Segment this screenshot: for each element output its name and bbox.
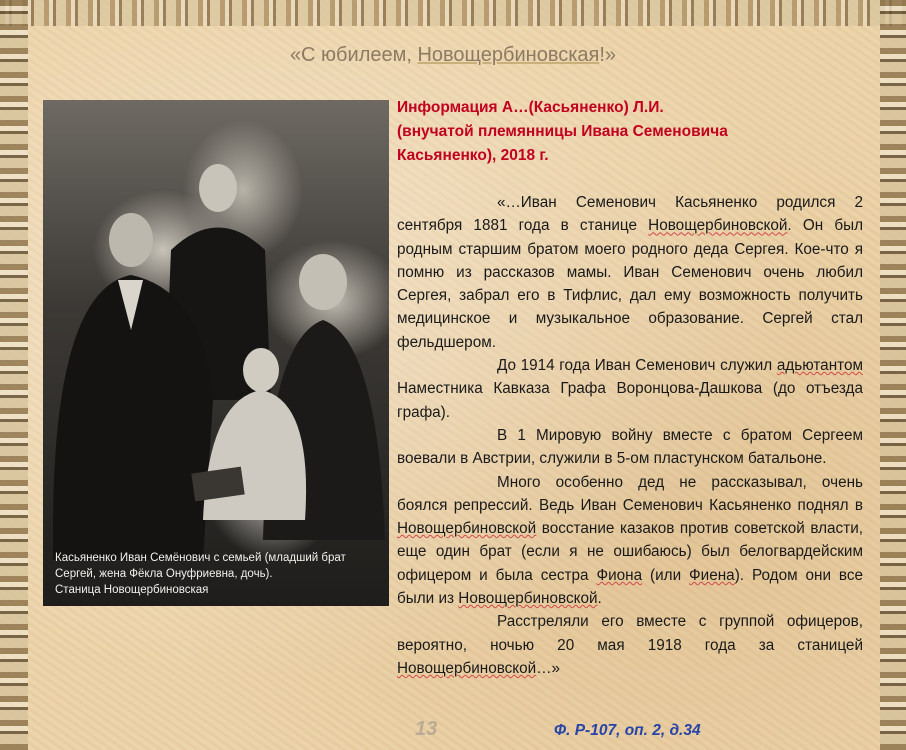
- header-prefix: «С юбилеем,: [289, 44, 418, 66]
- text-run: Много особенно дед не рассказывал, очень боялся репрессий. Ведь Иван Семенович Касьяненко поднял в: [397, 473, 863, 514]
- text-run: . Он был родным старшим братом моего родного деда Сергея. Кое-что я помню из рассказов мамы. Иван Семенович очень любил Сергея, забрал его в Тифлис, дал ему возможность получить медицинское и музыкальное образование. Сергей стал фельдшером.: [397, 217, 864, 351]
- archive-reference: Ф. Р-107, оп. 2, д.34: [554, 722, 701, 739]
- decorative-left-border: [0, 0, 28, 750]
- caption-line: Сергей, жена Фёкла Онуфриевна, дочь).: [55, 568, 273, 580]
- flagged-word: адьютантом: [776, 357, 863, 375]
- text-run: …»: [536, 659, 561, 677]
- text-run: Расстреляли его вместе с группой офицеров, вероятно, ночью 20 мая 1918 года за станицей: [397, 613, 863, 654]
- caption-line: Станица Новощербиновская: [55, 584, 209, 596]
- page-header: [0, 44, 906, 67]
- paragraph: [397, 471, 863, 611]
- paragraph: [397, 610, 863, 680]
- info-title-line: Касьяненко), 2018 г.: [397, 147, 549, 164]
- person-name: Фиона: [596, 566, 643, 584]
- text-run: Наместника Кавказа Графа Воронцова-Дашкова (до отъезда графа).: [397, 380, 863, 421]
- family-photo-figures: [43, 100, 389, 606]
- info-title-line: (внучатой племянницы Ивана Семеновича: [397, 123, 728, 140]
- decorative-right-border: [880, 0, 906, 750]
- town-name: Новощербиновской: [397, 520, 537, 538]
- paragraph: [397, 191, 863, 354]
- header-town: Новощербиновская: [417, 44, 600, 66]
- info-title-line: Информация А…(Касьяненко) Л.И.: [397, 99, 664, 116]
- page-number: 13: [415, 718, 438, 740]
- paragraph: В 1 Мировую войну вместе с братом Сергеем воевали в Австрии, служили в 5-ом пластунском батальоне.: [397, 426, 863, 468]
- text-run: «…Иван Семенович Касьяненко родился 2 сентября 1881 года в станице: [397, 194, 863, 235]
- text-run: ). Родом они все были из: [397, 566, 864, 608]
- town-name: Новощербиновской: [458, 590, 598, 608]
- text-run: До 1914 года Иван Семенович служил: [497, 357, 777, 375]
- text-run: .: [597, 590, 602, 608]
- town-name: Новощербиновской: [648, 217, 788, 235]
- info-title: [397, 96, 867, 168]
- text-run: (или: [642, 566, 690, 584]
- text-run: восстание казаков против советской власти, еще один брат (если я не ошибаюсь) был белогвардейским офицером и была сестра: [397, 520, 863, 584]
- town-name: Новощербиновской: [397, 659, 537, 677]
- paragraph: [397, 354, 863, 424]
- photo-caption: [55, 550, 385, 598]
- header-suffix: !»: [599, 44, 617, 66]
- caption-line: Касьяненко Иван Семёнович с семьей (младший брат: [55, 552, 346, 564]
- decorative-top-border: [0, 0, 906, 26]
- memoir-text: [397, 191, 863, 680]
- family-photo: [43, 100, 389, 606]
- person-name: Фиена: [689, 566, 735, 584]
